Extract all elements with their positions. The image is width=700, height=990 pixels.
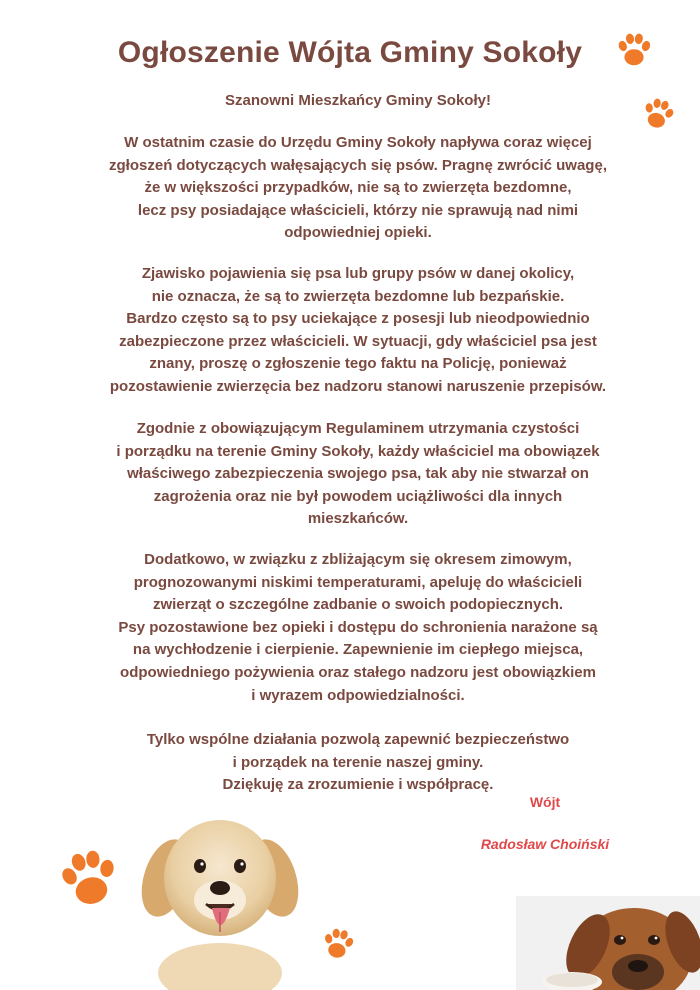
text-line: znany, proszę o zgłoszenie tego faktu na Policję, ponieważ bbox=[149, 355, 567, 373]
paragraph-3 bbox=[60, 418, 656, 531]
page-title: Ogłoszenie Wójta Gminy Sokoły bbox=[117, 36, 583, 69]
text-line: odpowiedniego pożywienia oraz stałego nadzoru jest obowiązkiem bbox=[120, 663, 596, 681]
text-line: lecz psy posiadające właścicieli, którzy nie sprawują nad nimi bbox=[137, 201, 579, 219]
paw-icon bbox=[614, 30, 654, 70]
text-line: zabezpieczone przez właścicieli. W sytuacji, gdy właściciel psa jest bbox=[119, 332, 597, 350]
text-line: odpowiedniej opieki. bbox=[284, 224, 432, 242]
paragraph-1 bbox=[60, 132, 656, 245]
text-line: Zgodnie z obowiązującym Regulaminem utrzymania czystości bbox=[136, 420, 580, 437]
text-line: właściwego zabezpieczenia swojego psa, tak aby nie stwarzał on bbox=[127, 465, 589, 483]
signature: Radosław Choiński bbox=[480, 836, 610, 852]
text-line: że w większości przypadków, nie są to zwierzęta bezdomne, bbox=[144, 179, 572, 197]
puppy-image bbox=[140, 808, 300, 990]
text-line: zwierząt o szczególne zadbanie o swoich podopiecznych. bbox=[152, 596, 564, 614]
greeting: Szanowni Mieszkańcy Gminy Sokoły! bbox=[225, 92, 491, 109]
text-line: Bardzo często są to psy uciekające z posesji lub nieodpowiednio bbox=[126, 310, 590, 328]
text-line: Zjawisko pojawienia się psa lub grupy psów w danej okolicy, bbox=[141, 265, 575, 282]
text-line: i wyrazem odpowiedzialności. bbox=[251, 686, 465, 704]
text-line: pozostawienie zwierzęcia bez nadzoru stanowi naruszenie przepisów. bbox=[109, 377, 607, 395]
text-line: mieszkańców. bbox=[307, 510, 409, 528]
paragraph-2 bbox=[60, 263, 656, 399]
signer-role: Wójt bbox=[529, 794, 561, 810]
text-line: prognozowanymi niskimi temperaturami, apeluję do właścicieli bbox=[133, 573, 583, 591]
text-line: i porządek na terenie naszej gminy. bbox=[232, 753, 484, 771]
text-line: na wychłodzenie i cierpienie. Zapewnienie im ciepłego miejsca, bbox=[132, 641, 584, 659]
sad-dog-image bbox=[516, 896, 700, 990]
text-line: nie oznacza, że są to zwierzęta bezdomne lub bezpańskie. bbox=[151, 287, 565, 305]
text-line: W ostatnim czasie do Urzędu Gminy Sokoły napływa coraz więcej bbox=[124, 134, 592, 151]
text-line: Psy pozostawione bez opieki i dostępu do schronienia narażone są bbox=[118, 618, 598, 636]
text-line: zagrożenia oraz nie był powodem uciążliwości dla innych bbox=[153, 487, 563, 505]
paragraph-4 bbox=[60, 549, 656, 707]
text-line: Tylko wspólne działania pozwolą zapewnić bezpieczeństwo bbox=[146, 731, 570, 748]
text-line: Dziękuję za zrozumienie i współpracę. bbox=[222, 776, 494, 794]
text-line: i porządku na terenie Gminy Sokoły, każdy właściciel ma obowiązek bbox=[116, 442, 600, 460]
paragraph-5 bbox=[60, 729, 656, 797]
text-line: zgłoszeń dotyczących wałęsających się psów. Pragnę zwrócić uwagę, bbox=[109, 156, 607, 174]
text-line: Dodatkowo, w związku z zbliżającym się okresem zimowym, bbox=[144, 551, 572, 568]
paw-icon bbox=[56, 846, 122, 912]
paw-icon bbox=[320, 926, 356, 962]
paw-icon bbox=[640, 96, 676, 132]
